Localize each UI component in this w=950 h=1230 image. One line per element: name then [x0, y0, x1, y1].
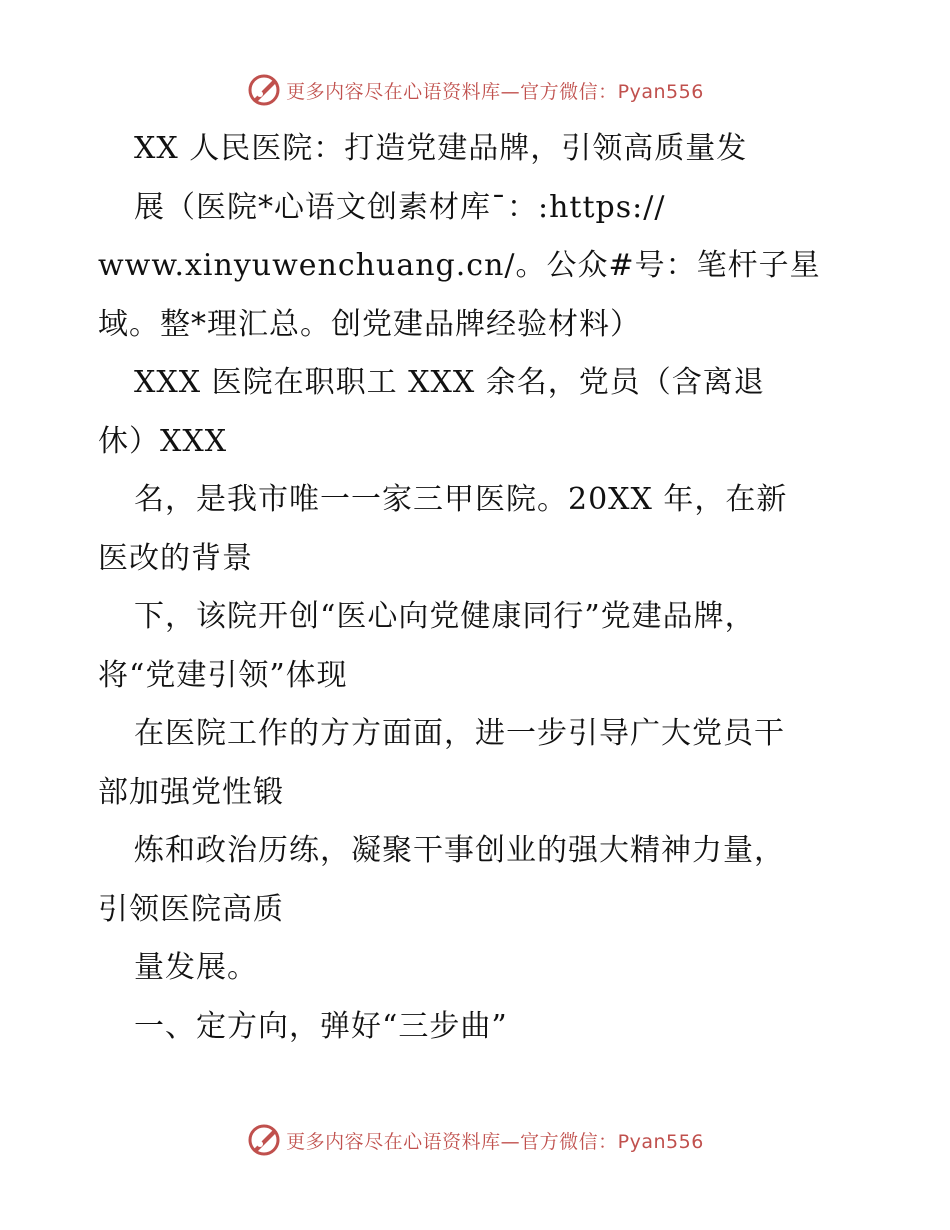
header-banner: [0, 70, 950, 110]
title-line-1: XX 人民医院：打造党建品牌，引领高质量发: [134, 131, 748, 166]
paragraph-line: 下，该院开创“医心向党健康同行”党建品牌，: [134, 599, 756, 634]
header-banner-text: 更多内容尽在心语资料库—官方微信：Pyan556: [286, 80, 704, 103]
title-line-4: 域。整*理汇总。创党建品牌经验材料）: [98, 306, 641, 342]
paragraph-line: 量发展。: [134, 950, 258, 985]
paragraph-line: 医改的背景: [98, 540, 253, 576]
footer-banner: [0, 1120, 950, 1160]
paragraph-line: 部加强党性锻: [98, 774, 284, 810]
pen-logo-icon: [246, 72, 282, 108]
paragraph-line: 名，是我市唯一一家三甲医院。20XX 年，在新: [134, 482, 788, 517]
paragraph-line: 在医院工作的方方面面，进一步引导广大党员干: [134, 716, 785, 751]
paragraph-line: 休）XXX: [98, 423, 228, 459]
paragraph-line: 炼和政治历练，凝聚干事创业的强大精神力量，: [134, 833, 785, 868]
paragraph-line: 将“党建引领”体现: [98, 657, 348, 693]
title-line-3: www.xinyuwenchuang.cn/。公众#号：笔杆子星: [98, 248, 821, 283]
paragraph-line: XXX 医院在职职工 XXX 余名，党员（含离退: [134, 365, 765, 400]
section-heading: 一、定方向，弹好“三步曲”: [134, 1008, 508, 1044]
paragraph-line: 引领医院高质: [98, 891, 284, 927]
pen-logo-icon: [246, 1122, 282, 1158]
footer-banner-text: 更多内容尽在心语资料库—官方微信：Pyan556: [286, 1130, 704, 1153]
title-line-2: 展（医院*心语文创素材库¯：:https://: [134, 189, 666, 225]
document-body: [98, 120, 858, 1056]
